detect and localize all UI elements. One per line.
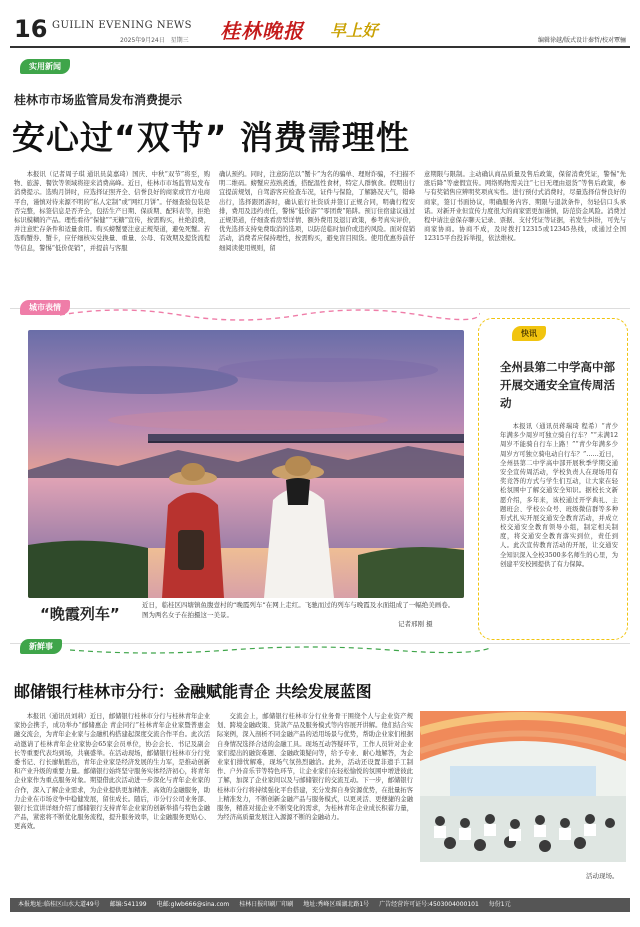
footer-bar	[10, 898, 630, 912]
newspaper-logo: 桂林晚报	[220, 19, 304, 43]
photo-story-caption: 近日，临桂区四塘镇鱼腹壹村的“晚霞列车”在网上走红。飞驰而过的列车与晚霞及水面组成了一幅绝美画卷。图为两名女子在拍摄这一美景。	[142, 601, 455, 619]
article2-text-2: 交流会上，邮储银行桂林市分行业务骨干围绕个人与企业资产规划、跨境金融政策、贷款产品及服务模式等内容展开讲解。他们结合实际案例，深入剖析不同金融产品的适用场景与优势，帮助企业家们根据自身情况选择合适的金融工具。现场互动答疑环节，工作人员针对企业家们提出的融资难题、金融政策疑问等，给予专业、耐心地解答，为企业家们排忧解难，现场气氛热烈融洽。此外，活动还设置非遗手工制作、户外音乐节等特色环节，让企业家们在轻松愉悦的氛围中增进彼此了解，加深了企业家间以及与邮储银行的交流互动。下一步，邮储银行桂林市分行将持续强化平台搭建，充分发挥自身资源优势，在批量拓客上精准发力，不断创新金融产品与服务模式，以更灵活、更便捷的金融服务，精准对接企业不断变化的需求，为桂林青年企业成长积蓄力量，为经济高质量发展注入源源不断的金融动力。	[217, 713, 413, 822]
footer-license: 广告经营许可证号:4503004000101	[379, 901, 479, 908]
article1-column-2	[219, 170, 415, 296]
article1-subtitle: 桂林市市场监管局发布消费提示	[14, 93, 183, 107]
dashed-wave-decoration	[60, 305, 480, 325]
date-text: 2025年9月24日	[120, 37, 165, 44]
section-tag-city-expression: 城市表情	[20, 300, 70, 315]
editors-credit: 编辑徐越/版式设计秦哲/校对覃骊	[537, 37, 626, 44]
article2-column-1	[14, 712, 210, 890]
article1-column-3	[424, 170, 626, 296]
article2-text-1: 本报讯（通讯员刘莉）近日，邮储银行桂林市分行与桂林青年企业家协会携手，成功举办“邮储惠企 青企同行”桂林青年企业家暨普惠金融交流会，为青年企业家与金融机构搭建起深度交流合作平台。此次活动邀请了桂林青年企业家协会65家会员单位，协会会长、书记及副会长等重要代表均到场，共襄盛举。在活动现场，邮储银行桂林市分行党委书记、行长廖航胜出，青年企业家是经济发展的生力军，是推动创新和产业升级的重要力量。邮储银行始终坚守服务实体经济初心，将青年企业家作为重点服务对象。期望借此次活动进一步深化与青年企业家的合作，深入了解企业需求，为企业提供更加精准、高效的金融服务，助力企业在市场竞争中稳健发展，留住成长。随后，市分行公司业务部、银行长宣讲详细介绍了邮储银行支持青年企业家的创新举措与特色金融产品，紧密将不断优化服务流程，提升服务效率，让金融服务更贴心、更高效。	[14, 713, 210, 831]
sunset-train-photo	[28, 330, 464, 598]
article2-column-2	[217, 712, 413, 890]
section-tag-fresh-news: 新鲜事	[20, 639, 62, 654]
footer-postcode: 邮编:541199	[109, 901, 147, 908]
article1-text-3: 意期限与限制。主动确认商品质量及售后政策，保留消费凭证，警惕“先涨后降”等虚假宣传。网络购物需关注“七日无理由退货”等售后政策，参与有奖销售应辨明奖项真实性。进行预付式消费时，尽量选择信誉良好的商家，签订书面协议，明确服务内容、期限与退款条件，勿轻信口头承诺。对新开业但宣传力度很大的商家需更加谨慎，防范资金风险。消费过程中请注意保存聊天记录、票据、支付凭证等证据，若发生纠纷，可先与商家协商。协商不成，及时拨打12315或12345热线，或通过全国12315平台投诉举报，依法维权。	[424, 171, 626, 243]
issue-date	[120, 35, 189, 44]
paper-english-name: GUILIN EVENING NEWS	[52, 20, 193, 31]
news-flash-text: 本报讯（通讯员蒋瑞琦 程希）“青少年满多少周岁可独立骑自行车？”“未满12周岁不能骑自行车上路！”“青少年满多少周岁方可独立骑电动自行车？”……近日，全州县第二中学高中部开展秋季学期交通安全宣传周活动，学校负责人在现场用有奖竞答的方式与学生们互动，让大家在轻松氛围中了解交通安全知识。据校长文新愿介绍，多年来，该校通过开学典礼、主题班会、学校公众号、班级微信群等多种形式扎实开展交通安全教育活动，并成立校交通安全教育领导小组，制定相关制度，将交通安全教育落实到位，责任到人。此次宣传教育活动的开展，让交通安全知识深入全校3500多名师生的心里，为创建平安校园提供了有力保障。	[500, 423, 618, 568]
section-tag-news-flash: 快讯	[512, 326, 546, 341]
photo-credit: 记者邢刚 摄	[398, 620, 433, 628]
footer-address: 本报地址:临桂区山水大道49号	[18, 901, 100, 908]
header-rule	[10, 46, 630, 48]
article1-column-1	[14, 170, 210, 296]
event-scene-photo	[420, 711, 626, 862]
footer-printer: 桂林日报印刷厂印刷	[239, 901, 294, 908]
article1-text-2: 确认预约。同时，注意防范以“蟹卡”为名的骗单、理财诈骗，不扫描不明二维码。螃蟹应蒸熟煮透，搭配温性食材，特定人群慎食。假期出行宜提前规划，自驾游客应检查车况，证件与保险，了解路况天气，错峰出行，选择跟团游时，确认旅行社资质并签订正规合同，明确行程安排，费用及违约责任，警惕“低价游”“零团费”陷阱。预订住宿建议通过正规渠道，仔细查看房型详情、额外费用及退订政策，参考真实评价，优先选择支持免费取消的选项，以防范临时加价或违约风险。面对促销活动，消费者应保持理性，按需购买，避免盲目囤货。使用优惠券前仔细阅读使用规则，留	[219, 171, 415, 252]
event-photo-caption: 活动现场。	[586, 872, 619, 880]
section-tag-practical-news: 实用新闻	[20, 59, 70, 74]
footer-price: 每份1元	[488, 901, 511, 908]
news-flash-body	[500, 422, 618, 626]
weekday-text: 星期三	[170, 37, 189, 44]
article2-title: 邮储银行桂林市分行：金融赋能青企 共绘发展蓝图	[14, 682, 372, 701]
article1-text-1: 本报讯（记者周子琪 通讯员莫嘉琦）国庆、中秋“双节”将至，购物、旅游、餐饮等领域将迎来消费高峰。近日，桂林市市场监管局发布消费提示。选购月饼时，应选择证照齐全、信誉良好的商家或官方电商平台，谨慎对待来源不明的“私人定制”或“网红月饼”。仔细查验包装是否完整，标签信息是否齐全，包括生产日期、保质期、配料表等，拒绝标识模糊的产品。理性看待“保健”“无糖”宣传，按需购买，杜绝浪费，并注意贮存条件和适量食用。购买螃蟹要注意正规渠道，避免死蟹。若选购蟹券、蟹卡，应仔细核实兑换量、重量、公母、有效期及提货流程等信息，警惕“低价促销”，并提前与客服	[14, 171, 210, 252]
article1-title: 安心过“双节” 消费需理性	[12, 118, 410, 157]
news-flash-title: 全州县第二中学高中部开展交通安全宣传周活动	[500, 360, 615, 410]
footer-email: 电邮:glwb666@sina.com	[156, 901, 230, 908]
dashed-line-decoration	[70, 644, 490, 658]
page-number: 16	[14, 15, 48, 43]
column-name-logo: 早上好	[330, 21, 379, 40]
photo-story-headline: “晚霞列车”	[40, 605, 120, 623]
footer-printer-address: 地址:秀峰区瑶湖北路1号	[303, 901, 370, 908]
